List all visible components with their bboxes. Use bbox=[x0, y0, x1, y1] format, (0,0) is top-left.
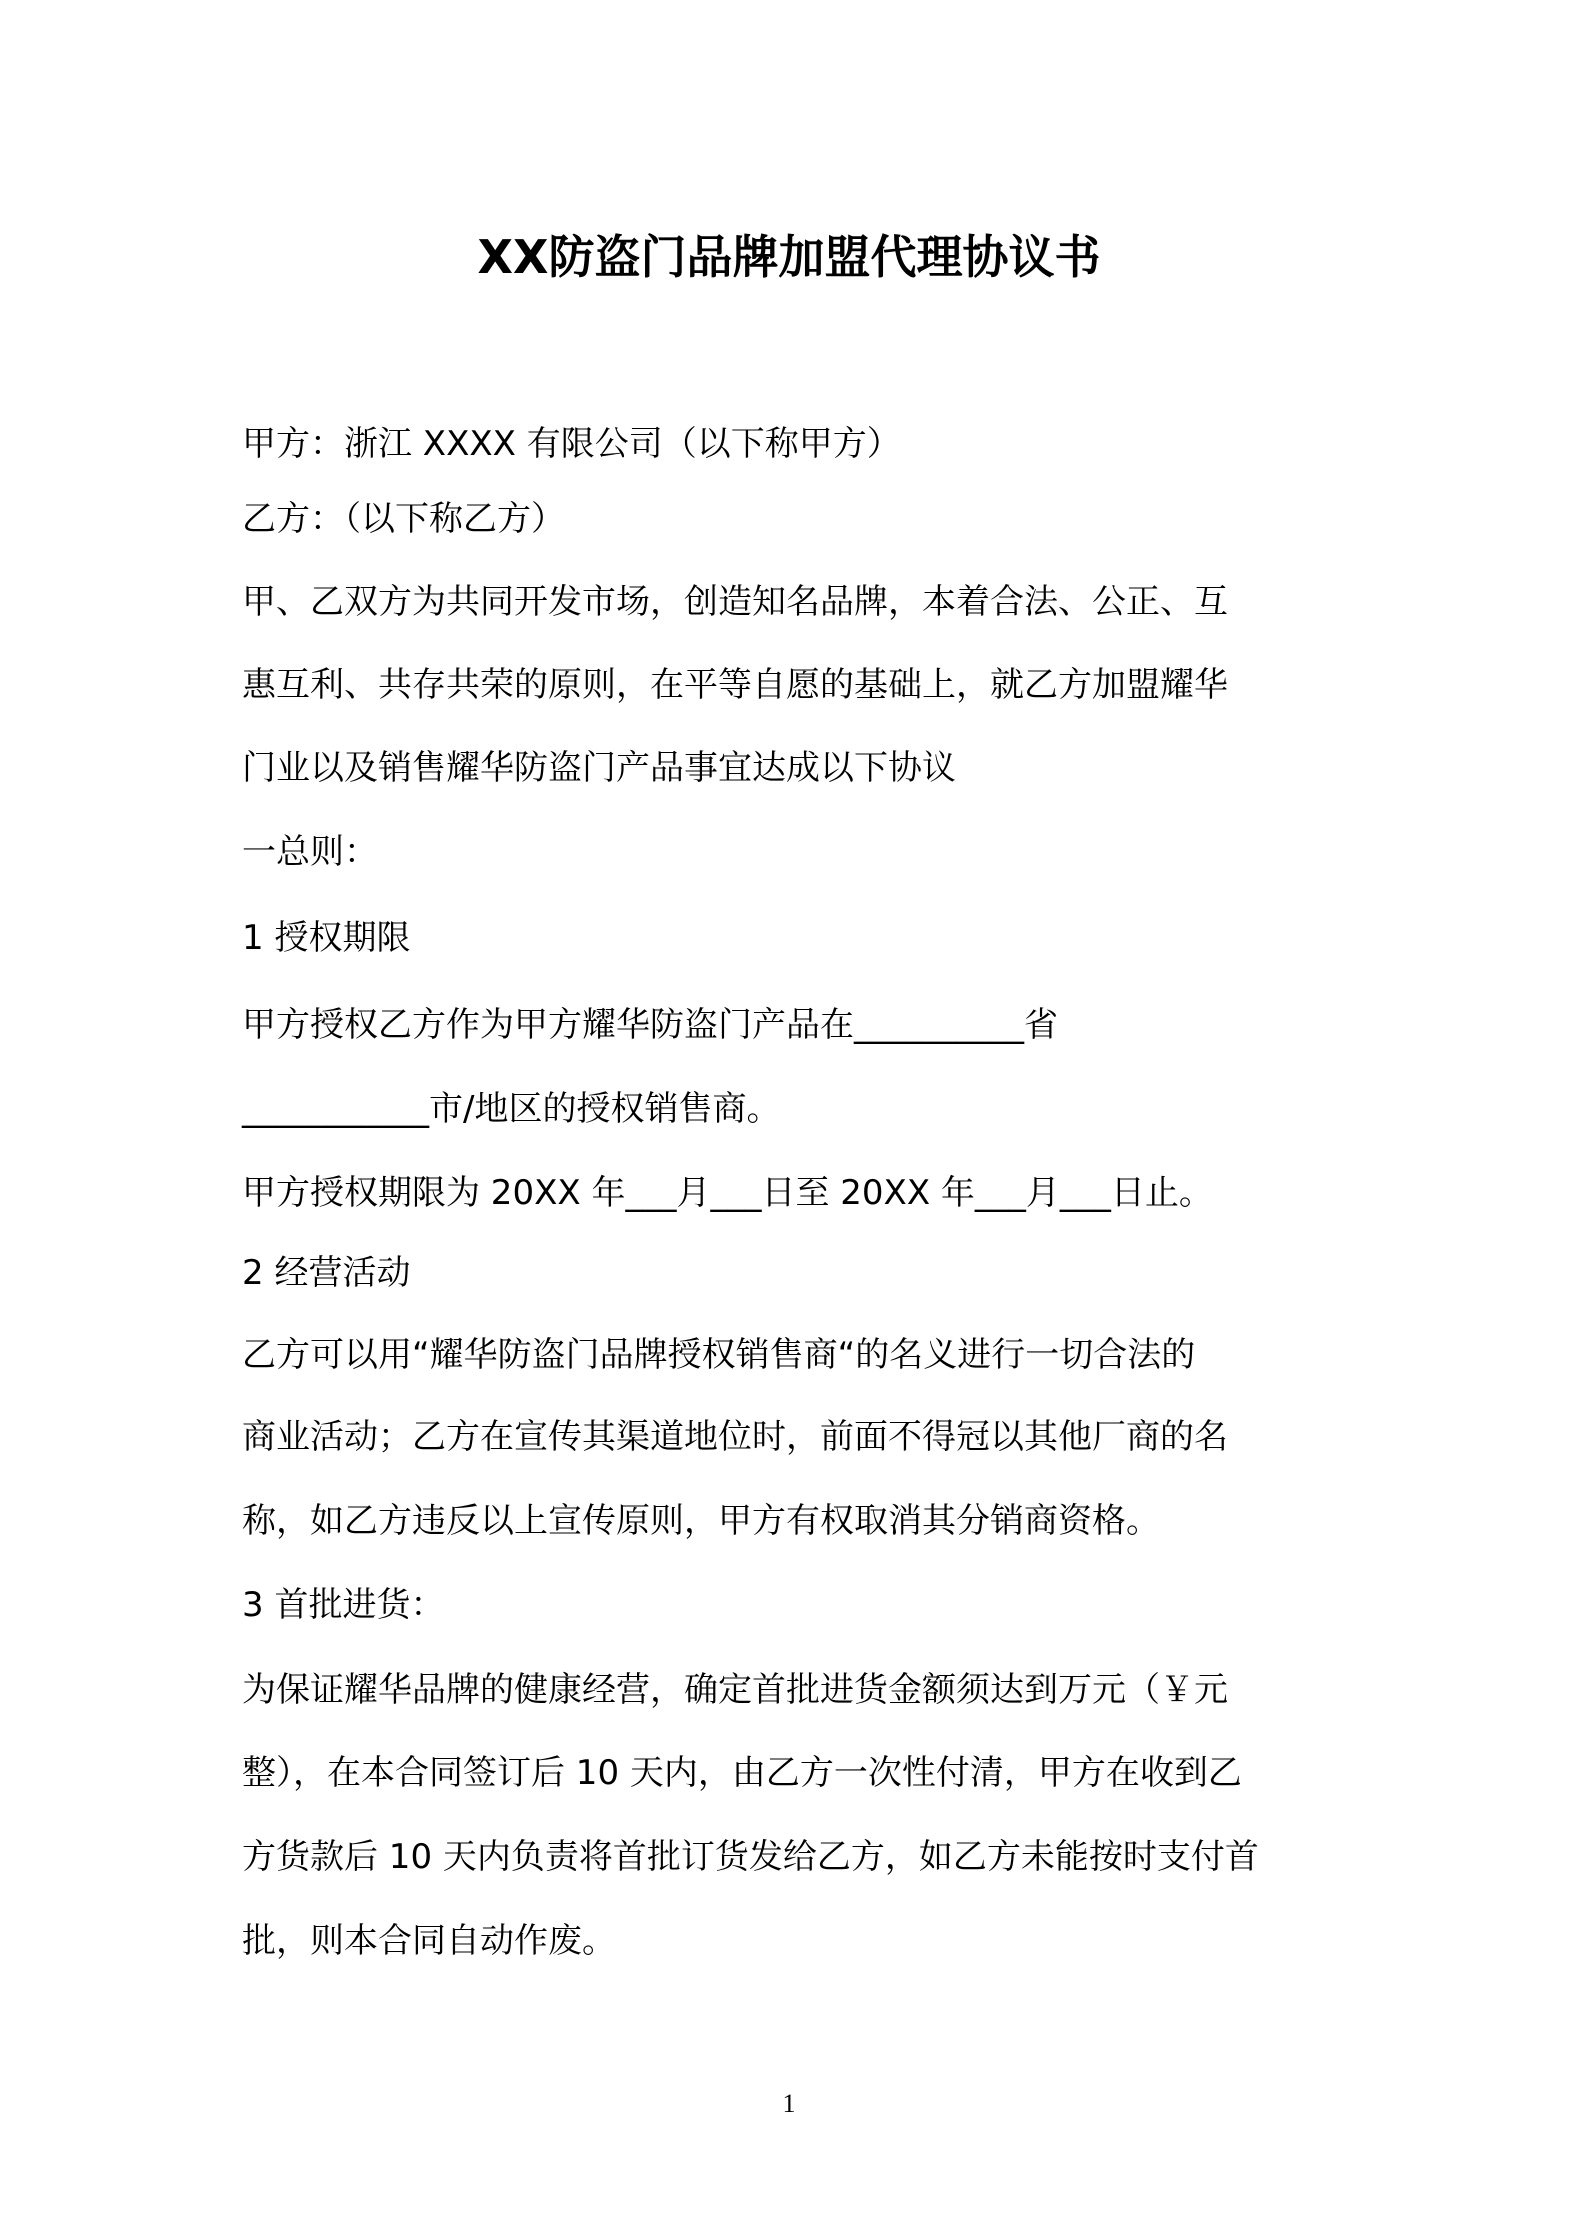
clause-1-line-1: 甲方授权乙方作为甲方耀华防盗门产品在__________省 bbox=[242, 1005, 1058, 1045]
clause-3-line-2: 整），在本合同签订后 10 天内，由乙方一次性付清，甲方在收到乙 bbox=[242, 1753, 1242, 1793]
clause-heading-1: 1 授权期限 bbox=[242, 918, 411, 958]
clause-1-line-3: 甲方授权期限为 20XX 年___月___日至 20XX 年___月___日止。 bbox=[242, 1173, 1213, 1213]
clause-2-line-3: 称，如乙方违反以上宣传原则，甲方有权取消其分销商资格。 bbox=[242, 1501, 1160, 1541]
clause-2-line-1: 乙方可以用“耀华防盗门品牌授权销售商“的名义进行一切合法的 bbox=[242, 1335, 1196, 1375]
preamble-line-2: 惠互利、共存共荣的原则，在平等自愿的基础上，就乙方加盟耀华 bbox=[242, 665, 1228, 705]
document-title: XX防盗门品牌加盟代理协议书 bbox=[477, 230, 1101, 284]
preamble-line-3: 门业以及销售耀华防盗门产品事宜达成以下协议 bbox=[242, 748, 956, 788]
clause-heading-2: 2 经营活动 bbox=[242, 1253, 411, 1293]
clause-3-line-1: 为保证耀华品牌的健康经营，确定首批进货金额须达到万元（￥元 bbox=[242, 1670, 1228, 1710]
party-b-line: 乙方：（以下称乙方） bbox=[242, 499, 565, 539]
clause-3-line-4: 批，则本合同自动作废。 bbox=[242, 1921, 616, 1961]
clause-3-line-3: 方货款后 10 天内负责将首批订货发给乙方，如乙方未能按时支付首 bbox=[242, 1837, 1259, 1877]
preamble-line-1: 甲、乙双方为共同开发市场，创造知名品牌，本着合法、公正、互 bbox=[242, 582, 1228, 622]
clause-heading-3: 3 首批进货： bbox=[242, 1585, 445, 1625]
page-number: 1 bbox=[782, 2089, 796, 2118]
party-a-line: 甲方：浙江 XXXX 有限公司（以下称甲方） bbox=[242, 424, 901, 464]
section-heading-general: 一总则： bbox=[242, 832, 378, 872]
clause-2-line-2: 商业活动；乙方在宣传其渠道地位时，前面不得冠以其他厂商的名 bbox=[242, 1417, 1228, 1457]
clause-1-line-2: ___________市/地区的授权销售商。 bbox=[242, 1089, 781, 1129]
